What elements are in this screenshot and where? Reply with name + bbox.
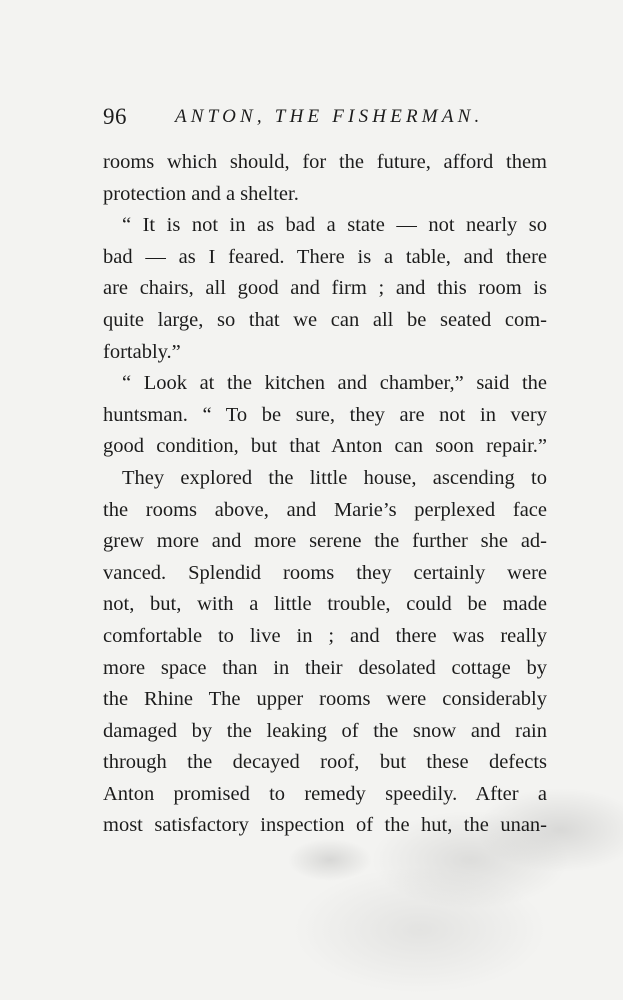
text-line: Anton promised to remedy speedily. After a — [103, 782, 547, 805]
running-title: ANTON, THE FISHERMAN. — [175, 106, 484, 127]
text-line: They explored the little house, ascending to — [122, 466, 547, 489]
text-line: grew more and more serene the further she ad- — [103, 530, 547, 553]
text-line: bad — as I feared. There is a table, and there — [103, 245, 547, 268]
text-line: huntsman. “ To be sure, they are not in very — [103, 403, 547, 426]
body-text — [103, 147, 547, 842]
page-number: 96 — [103, 104, 127, 129]
text-line: comfortable to live in ; and there was really — [103, 624, 547, 647]
text-line: not, but, with a little trouble, could be made — [103, 593, 547, 616]
text-line: the Rhine The upper rooms were considerably — [103, 688, 547, 711]
text-line: protection and a shelter. — [103, 182, 299, 205]
text-line: rooms which should, for the future, afford them — [103, 151, 547, 173]
text-line: through the decayed roof, but these defects — [103, 751, 547, 774]
text-line: “ It is not in as bad a state — not nearly so — [122, 214, 547, 237]
text-line: the rooms above, and Marie’s perplexed face — [103, 498, 547, 521]
text-line: quite large, so that we can all be seated com- — [103, 308, 547, 331]
text-line: good condition, but that Anton can soon repair.” — [103, 435, 547, 458]
text-line: “ Look at the kitchen and chamber,” said the — [122, 372, 547, 395]
text-line: are chairs, all good and firm ; and this room is — [103, 277, 547, 300]
text-line: fortably.” — [103, 340, 181, 363]
text-line: damaged by the leaking of the snow and rain — [103, 719, 547, 742]
text-line: most satisfactory inspection of the hut, the unan- — [103, 814, 547, 837]
text-line: vanced. Splendid rooms they certainly were — [103, 561, 547, 584]
text-line: more space than in their desolated cottage by — [103, 656, 547, 679]
page-header — [103, 104, 553, 134]
